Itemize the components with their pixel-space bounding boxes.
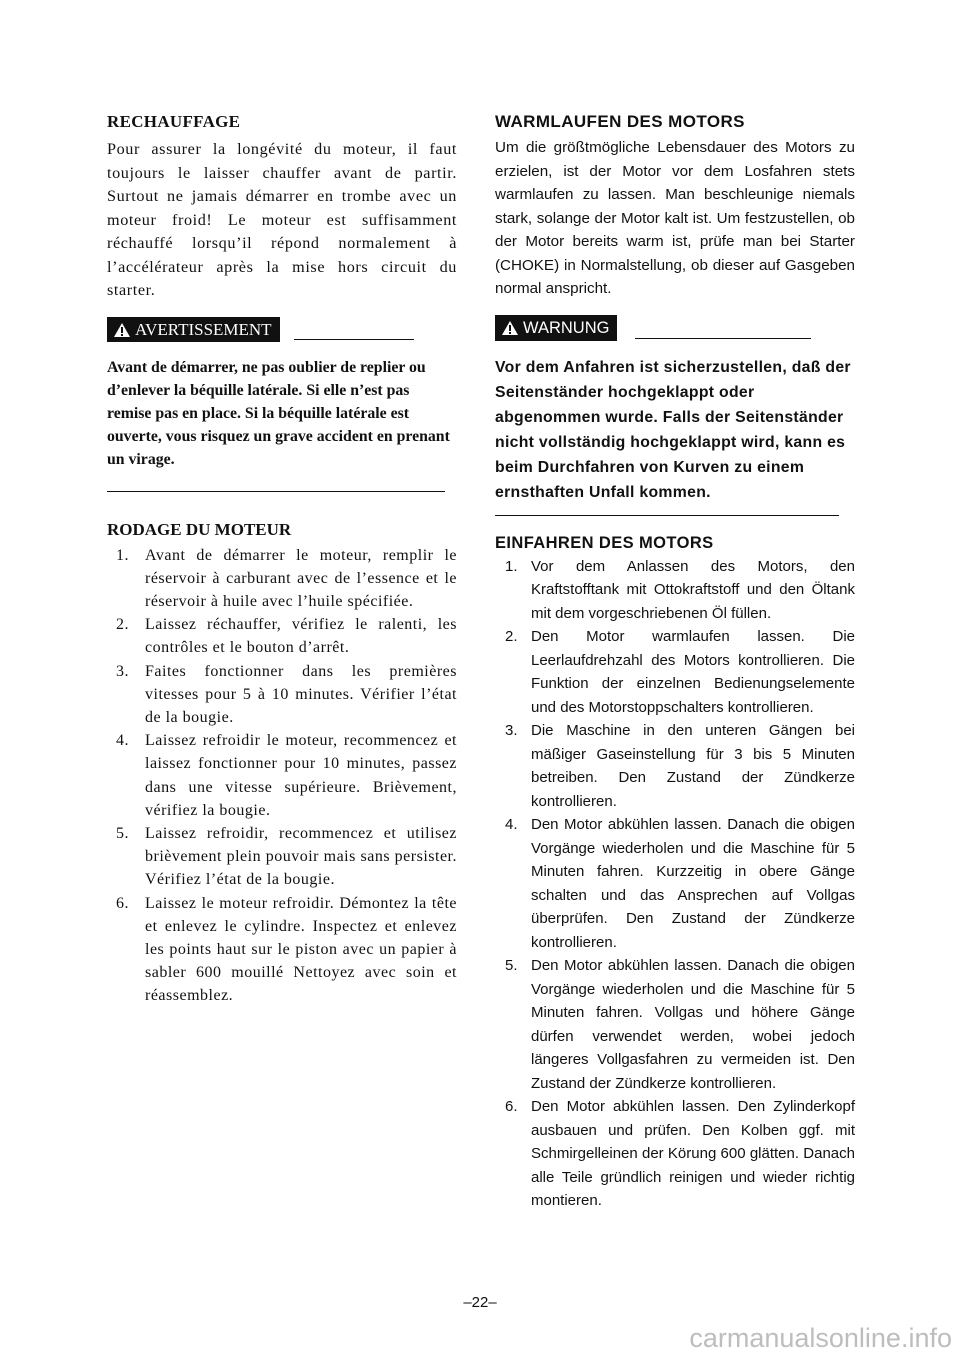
warnung-label: WARNUNG [523,318,610,337]
list-item: 4. Laissez refroidir le moteur, recommencez et laissez fonctionner pour 10 minutes, passez dans une vitesse supérieure. Brièvement, vérifiez la bougie. [116,732,457,819]
list-item: 4. Den Motor abkühlen lassen. Danach die obigen Vorgänge wiederholen und die Maschine für 5 Minuten fahren. Kurzzeitig in obere Gänge schalten und das Ansprechen auf Vollgas überprüfen. Den Zustand der Zündkerze kontrollieren. [505,816,855,951]
list-item: 3. Die Maschine in den unteren Gängen bei mäßiger Gaseinstellung für 3 bis 5 Minuten betreiben. Den Zustand der Zündkerze kontrollieren. [505,722,855,810]
warnung-badge [495,315,617,341]
list-item: 2. Laissez réchauffer, vérifiez le ralenti, les contrôles et le bouton d’arrêt. [116,616,457,657]
heading-einfahren: EINFAHREN DES MOTORS [495,533,714,552]
list-item: 1. Avant de démarrer le moteur, remplir le réservoir à carburant avec de l’essence et le réservoir à huile avec l’huile spécifiée. [116,546,457,610]
list-item: 6. Laissez le moteur refroidir. Démontez la tête et enlevez le cylindre. Inspectez et enlevez les points haut sur le piston avec un papier à sabler 600 mouillé Nettoyez avec soin et réassemblez. [116,894,457,1005]
warmlaufen-paragraph: Um die größtmögliche Lebensdauer des Motors zu erzielen, ist der Motor vor dem Losfahren stets warmlaufen zu lassen. Man beschleunige niemals stark, solange der Motor kalt ist. Um festzustellen, ob der Motor bereits warm ist, prüfe man bei Starter (CHOKE) in Normalstellung, ob dieser auf Gasgeben normal anspricht. [495,139,855,297]
list-item: 3. Faites fonctionner dans les premières vitesses pour 5 à 10 minutes. Vérifier l’état de la bougie. [116,662,457,726]
list-item: 6. Den Motor abkühlen lassen. Den Zylinderkopf ausbauen und prüfen. Den Kolben ggf. mit Schmirgelleinen der Körung 600 glätten. Danach alle Teile gründlich reinigen und wieder richtig montieren. [505,1098,855,1209]
warning-underline [635,338,811,339]
german-column [495,112,855,1213]
list-item: 5. Den Motor abkühlen lassen. Danach die obigen Vorgänge wiederholen und die Maschine für 5 Minuten fahren. Vollgas und höhere Gänge dürfen verwendet werden, wobei jedoch längeres Vollgasfahren zu vermeiden ist. Den Zustand der Zündkerze kontrollieren. [505,957,855,1092]
avertissement-badge [107,317,280,342]
heading-rechauffage: RECHAUFFAGE [107,112,241,131]
page-number: –22– [463,1294,497,1311]
warning-underline [294,339,414,340]
avertissement-header [107,317,457,342]
french-column [107,112,457,1008]
section-divider [495,515,839,516]
list-item: 1. Vor dem Anlassen des Motors, den Kraftstofftank mit Ottokraftstoff und den Öltank mit dem vorgeschriebenen Öl füllen. [505,557,855,622]
rodage-steps [107,544,457,1008]
heading-warmlaufen: WARMLAUFEN DES MOTORS [495,112,745,131]
warning-triangle-icon [113,322,131,338]
section-divider [107,491,445,492]
warning-triangle-icon [501,320,519,336]
warnung-text: Vor dem Anfahren ist sicherzustellen, daß der Seitenständer hochgeklappt oder abgenommen wurde. Falls der Seitenständer nicht vollständig hochgeklappt wird, kann es beim Durchfahren von Kurven zu einem ernsthaften Unfall kommen. [495,358,851,501]
warnung-header [495,315,855,341]
avertissement-text: Avant de démarrer, ne pas oublier de replier ou d’enlever la béquille latérale. Si elle n’est pas remise pas en place. Si la béquille latérale est ouverte, vous risquez un grave accident en prenant un virage. [107,358,450,468]
rechauffage-paragraph: Pour assurer la longévité du moteur, il faut toujours le laisser chauffer avant de partir. Surtout ne jamais démarrer en trombe avec un moteur froid! Le moteur est suffisamment réchauffé lorsqu’il répond normalement à l’accélérateur après la mise hors circuit du starter. [107,140,457,299]
watermark: carmanualsonline.info [689,1323,952,1353]
list-item: 2. Den Motor warmlaufen lassen. Die Leerlaufdrehzahl des Motors kontrollieren. Die Funktion der einzelnen Bedienungselemente und des Motorstoppschalters kontrollieren. [505,628,855,716]
einfahren-steps [495,555,855,1213]
heading-rodage: RODAGE DU MOTEUR [107,519,292,539]
list-item: 5. Laissez refroidir, recommencez et utilisez brièvement plein pouvoir mais sans persister. Vérifiez l’état de la bougie. [116,824,457,889]
avertissement-label: AVERTISSEMENT [135,319,272,339]
